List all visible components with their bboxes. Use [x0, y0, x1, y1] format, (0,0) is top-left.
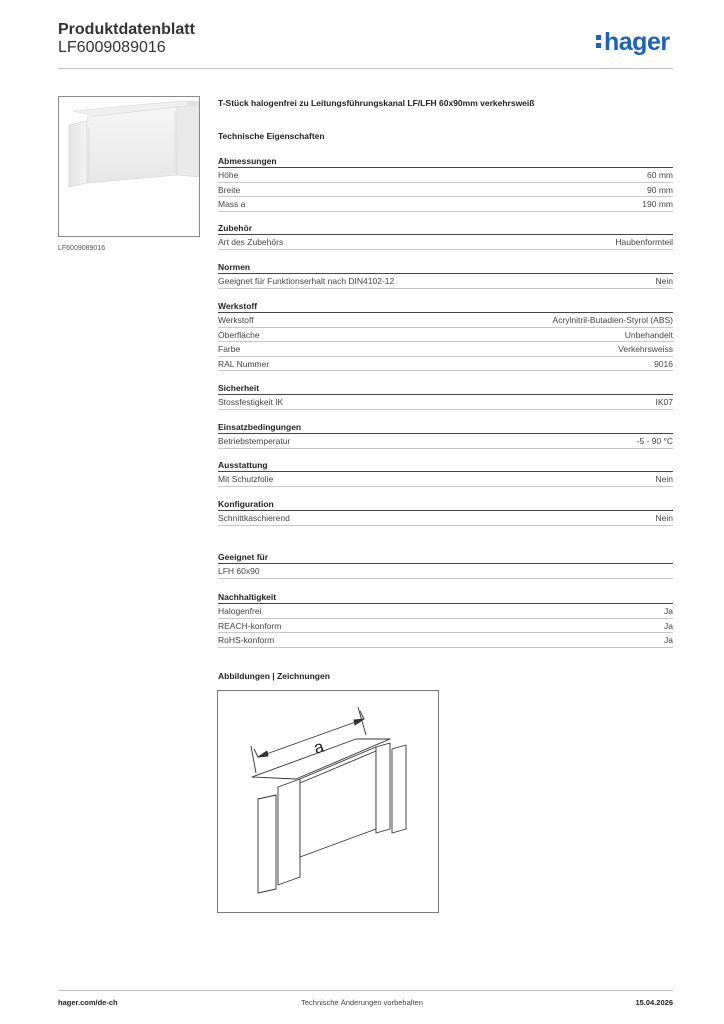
section-geeignet-fuer: [218, 551, 673, 579]
spec-label: Geeignet für Funktionserhalt nach DIN4102-12: [218, 276, 395, 286]
section-werkstoff: [218, 300, 673, 371]
spec-value: Nein: [655, 513, 673, 523]
section-heading: Normen: [218, 261, 673, 274]
spec-row: [218, 313, 673, 328]
spec-value: 90 mm: [647, 184, 673, 195]
footer-website-link[interactable]: hager.com/de-ch: [58, 998, 118, 1007]
spec-value: Ja: [664, 606, 673, 616]
technical-drawing: [217, 690, 439, 913]
section-heading: Werkstoff: [218, 300, 673, 313]
product-image: [58, 96, 200, 237]
spec-label: REACH-konform: [218, 620, 282, 631]
spec-value: -5 - 90 °C: [636, 436, 673, 446]
spec-value: IK07: [655, 397, 673, 407]
hager-logo: [596, 27, 670, 57]
section-nachhaltigkeit: [218, 591, 673, 648]
document-title: Produktdatenblatt: [58, 21, 195, 38]
spec-row: [218, 328, 673, 343]
section-heading: Abmessungen: [218, 155, 673, 168]
tech-properties-heading: Technische Eigenschaften: [218, 131, 325, 141]
footer-date: 15.04.2026: [635, 998, 673, 1007]
logo-text: hager: [604, 28, 670, 56]
spec-value: Nein: [655, 474, 673, 484]
spec-value: Verkehrsweiss: [618, 344, 673, 354]
spec-value: Acrylnitril-Butadien-Styrol (ABS): [552, 315, 673, 325]
article-number: LF6009089016: [58, 39, 166, 56]
spec-label: Breite: [218, 184, 241, 195]
image-caption: LF6009089016: [58, 245, 106, 252]
spec-label: Art des Zubehörs: [218, 237, 284, 247]
section-heading: Ausstattung: [218, 459, 673, 472]
product-title: T-Stück halogenfrei zu Leitungsführungskanal LF/LFH 60x90mm verkehrsweiß: [218, 98, 535, 108]
spec-label: Farbe: [218, 344, 241, 354]
spec-row: [218, 357, 673, 372]
logo-colon-icon: [596, 32, 601, 51]
spec-row: [218, 197, 673, 212]
spec-row: [218, 619, 673, 634]
spec-row: [218, 235, 673, 250]
spec-label: Mit Schutzfolie: [218, 474, 274, 484]
section-zubehoer: [218, 222, 673, 250]
section-heading: Zubehör: [218, 222, 673, 235]
drawings-heading: Abbildungen | Zeichnungen: [218, 671, 330, 681]
spec-value: Ja: [664, 620, 673, 631]
spec-row: [218, 472, 673, 487]
spec-label: Mass a: [218, 199, 246, 209]
section-heading: Konfiguration: [218, 498, 673, 511]
spec-value: 9016: [654, 358, 673, 369]
spec-label: Schnittkaschierend: [218, 513, 290, 523]
footer-divider: [58, 990, 673, 991]
spec-row: [218, 183, 673, 198]
spec-value: Nein: [655, 276, 673, 286]
spec-label: Stossfestigkeit IK: [218, 397, 284, 407]
spec-row: [218, 511, 673, 526]
spec-row: [218, 604, 673, 619]
spec-label: RAL Nummer: [218, 358, 270, 369]
header-divider: [58, 68, 673, 69]
spec-value: 60 mm: [647, 170, 673, 180]
section-heading: Sicherheit: [218, 382, 673, 395]
spec-row: [218, 434, 673, 449]
product-photo-icon: [59, 97, 199, 236]
spec-label: LFH 60x90: [218, 566, 260, 576]
dimension-label: a: [311, 736, 327, 758]
spec-row: [218, 168, 673, 183]
section-normen: [218, 261, 673, 289]
section-abmessungen: [218, 155, 673, 212]
section-ausstattung: [218, 459, 673, 487]
spec-value: 190 mm: [642, 199, 673, 209]
spec-label: Halogenfrei: [218, 606, 262, 616]
section-einsatzbedingungen: [218, 421, 673, 449]
spec-row: [218, 395, 673, 410]
section-konfiguration: [218, 498, 673, 526]
section-sicherheit: [218, 382, 673, 410]
spec-row: [218, 564, 673, 579]
spec-label: Oberfläche: [218, 329, 260, 340]
spec-label: RoHS-konform: [218, 635, 275, 645]
spec-label: Betriebstemperatur: [218, 436, 291, 446]
spec-value: Ja: [664, 635, 673, 645]
spec-value: Unbehandelt: [624, 329, 673, 340]
section-heading: Nachhaltigkeit: [218, 591, 673, 604]
spec-value: Haubenformteil: [615, 237, 673, 247]
t-piece-drawing-icon: [218, 691, 438, 912]
section-heading: Einsatzbedingungen: [218, 421, 673, 434]
spec-label: Werkstoff: [218, 315, 254, 325]
spec-label: Höhe: [218, 170, 239, 180]
spec-row: [218, 274, 673, 289]
spec-row: [218, 342, 673, 357]
section-heading: Geeignet für: [218, 551, 673, 564]
spec-row: [218, 633, 673, 648]
footer-notice: Technische Änderungen vorbehalten: [301, 998, 423, 1007]
